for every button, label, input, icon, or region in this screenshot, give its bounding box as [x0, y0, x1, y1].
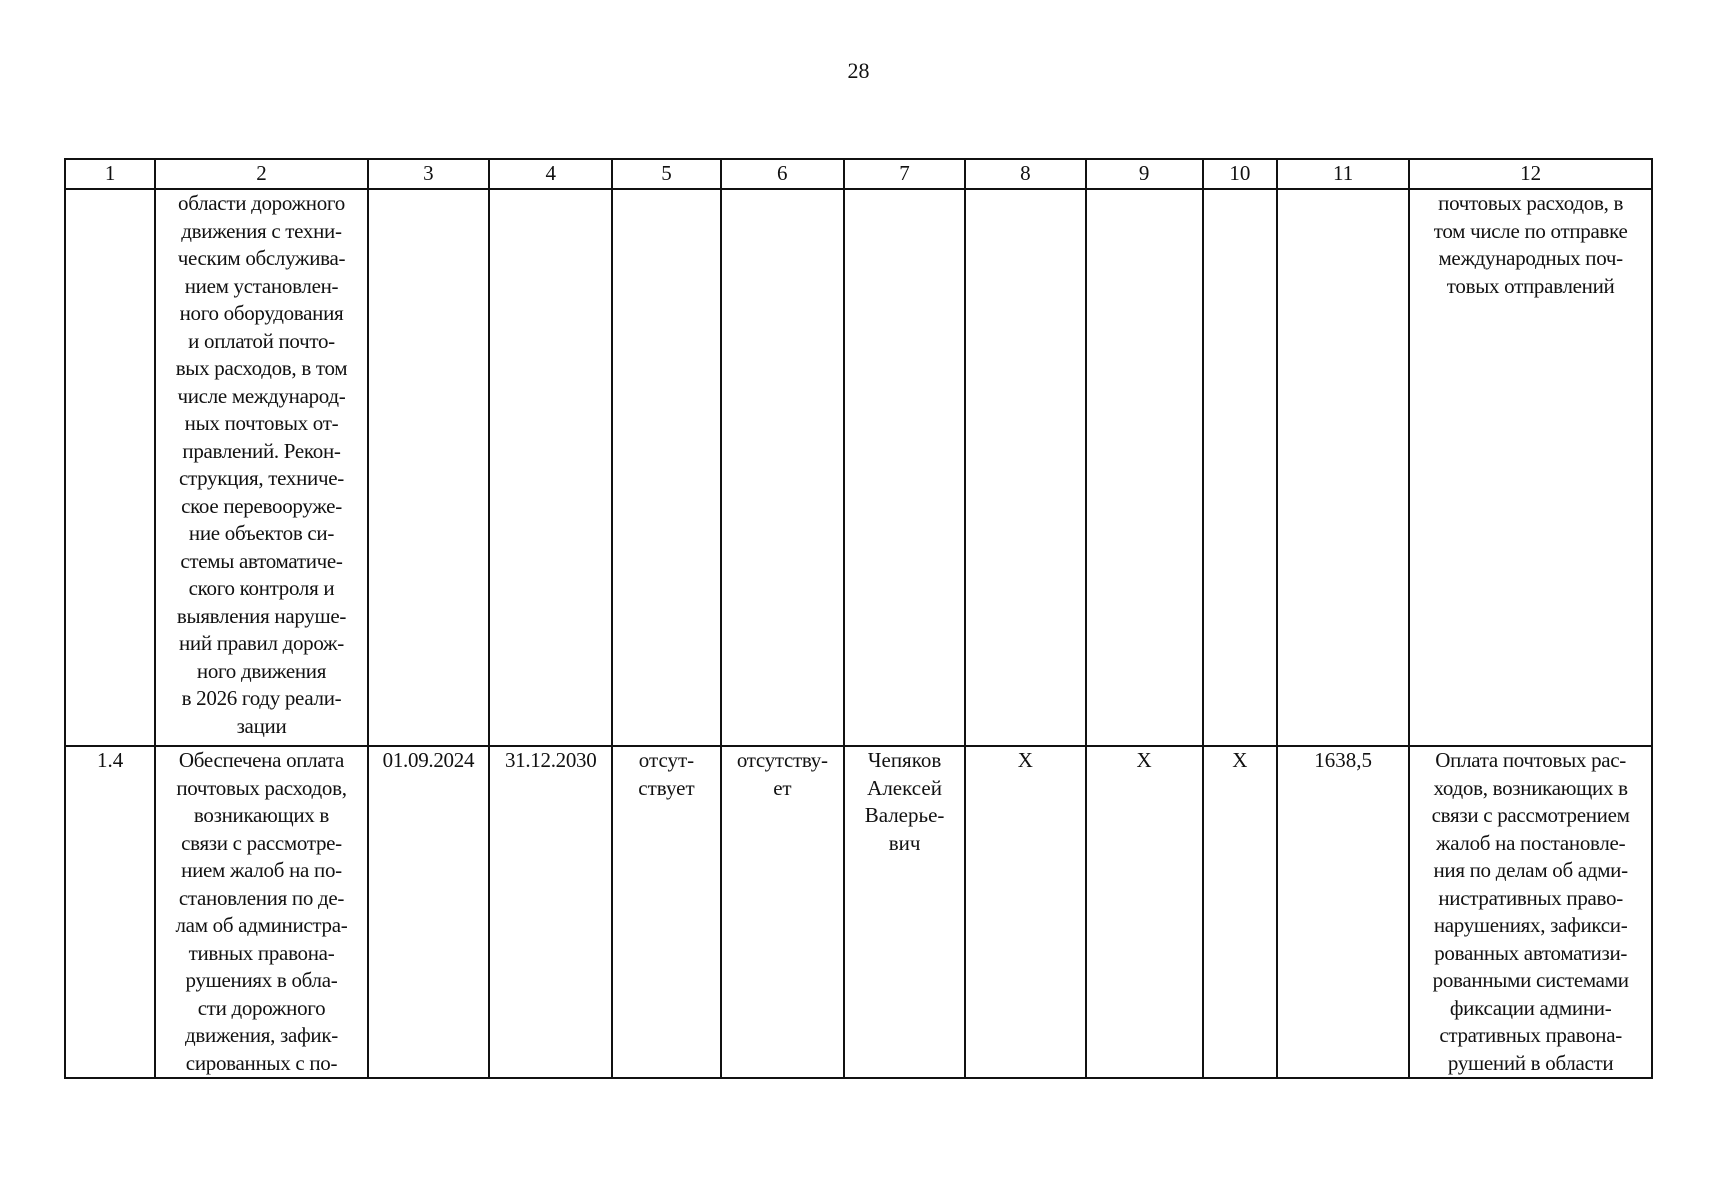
cell-description: Обеспечена оплата почтовых расходов, возникающих в связи с рассмотре- нием жалоб на по- становления по де- лам об администра- тивных правона- рушениях в обла- сти дорожного движения, зафик- сированных с по- — [155, 746, 368, 1078]
cell-responsible — [844, 189, 965, 746]
table-row-1-4 — [65, 746, 1652, 1078]
cell-col-5 — [612, 189, 720, 746]
cell-col-9: X — [1086, 746, 1203, 1078]
column-header-8: 8 — [965, 159, 1085, 189]
program-table — [64, 158, 1653, 1079]
cell-col-6 — [721, 189, 844, 746]
cell-start-date — [368, 189, 489, 746]
cell-end-date: 31.12.2030 — [489, 746, 612, 1078]
header-row — [65, 159, 1652, 189]
cell-responsible: Чепяков Алексей Валерье- вич — [844, 746, 965, 1078]
cell-col-8 — [965, 189, 1085, 746]
column-header-9: 9 — [1086, 159, 1203, 189]
column-header-11: 11 — [1277, 159, 1409, 189]
cell-col-10 — [1203, 189, 1277, 746]
cell-result: почтовых расходов, в том числе по отправке международных поч- товых отправлений — [1409, 189, 1652, 746]
cell-col-8: X — [965, 746, 1085, 1078]
column-header-10: 10 — [1203, 159, 1277, 189]
cell-amount — [1277, 189, 1409, 746]
page-number: 28 — [847, 58, 870, 83]
column-header-12: 12 — [1409, 159, 1652, 189]
cell-col-9 — [1086, 189, 1203, 746]
column-header-1: 1 — [65, 159, 155, 189]
cell-number: 1.4 — [65, 746, 155, 1078]
column-header-3: 3 — [368, 159, 489, 189]
cell-col-10: X — [1203, 746, 1277, 1078]
cell-description: области дорожного движения с техни- ческим обслужива- нием установлен- ного оборудования и оплатой почто- вых расходов, в том числе международ- ных почтовых от- правлений. Рекон- струкция, техниче- ское перевооруже- ние объектов си- стемы автоматиче- ского контроля и выявления наруше- ний правил дорож- ного движения в 2026 году реали- зации — [155, 189, 368, 746]
column-header-6: 6 — [721, 159, 844, 189]
column-header-5: 5 — [612, 159, 720, 189]
table-row-continuation — [65, 189, 1652, 746]
cell-start-date: 01.09.2024 — [368, 746, 489, 1078]
cell-col-5: отсут- ствует — [612, 746, 720, 1078]
cell-result: Оплата почтовых рас- ходов, возникающих в связи с рассмотрением жалоб на постановле- ния по делам об адми- нистративных право- нарушениях, зафикси- рованных автоматизи- рованными системами фиксации админи- стративных правона- рушений в области — [1409, 746, 1652, 1078]
column-header-4: 4 — [489, 159, 612, 189]
cell-end-date — [489, 189, 612, 746]
cell-number — [65, 189, 155, 746]
cell-col-6: отсутству- ет — [721, 746, 844, 1078]
column-header-7: 7 — [844, 159, 965, 189]
cell-amount: 1638,5 — [1277, 746, 1409, 1078]
column-header-2: 2 — [155, 159, 368, 189]
